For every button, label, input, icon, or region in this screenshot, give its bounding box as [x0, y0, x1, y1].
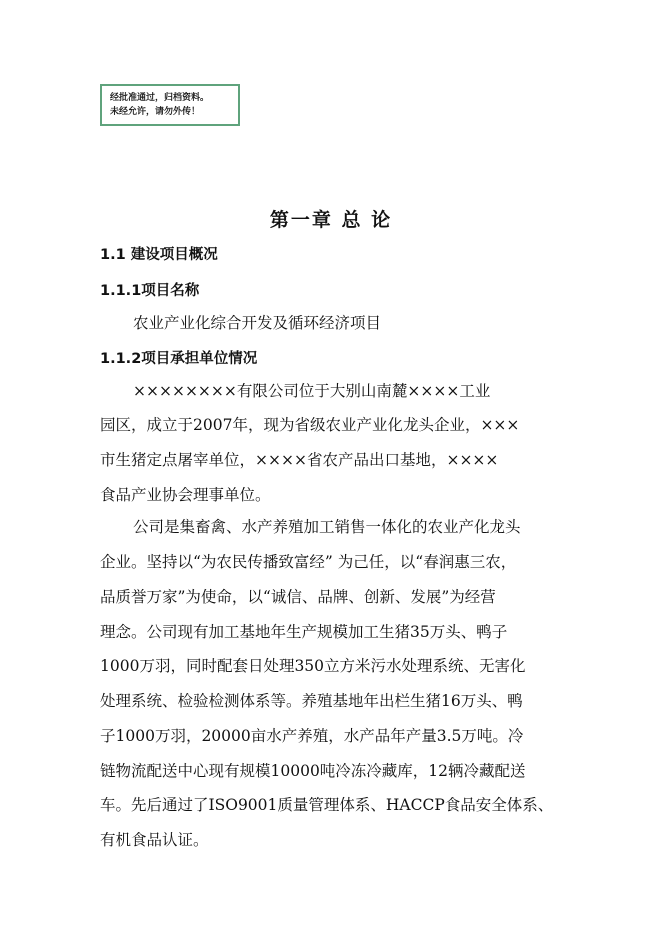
paragraph-2-line: 链物流配送中心现有规模10000吨冷冻冷藏库，12辆冷藏配送: [100, 762, 526, 780]
project-name-text: 农业产业化综合开发及循环经济项目: [133, 314, 382, 332]
paragraph-2-line: 理念。公司现有加工基地年生产规模加工生猪35万头、鸭子: [100, 623, 508, 641]
paragraph-2-line: 公司是集畜禽、水产养殖加工销售一体化的农业产化龙头: [133, 518, 521, 536]
paragraph-2-line: 品质誉万家”为使命，以“诚信、品牌、创新、发展”为经营: [100, 588, 496, 606]
section-heading-1-1-2: 1.1.2项目承担单位情况: [100, 351, 258, 367]
stamp-line-1: 经批准通过，归档资料。: [110, 93, 210, 103]
paragraph-1-line: 市生猪定点屠宰单位，××××省农产品出口基地，××××: [100, 451, 499, 469]
section-heading-1-1: 1.1 建设项目概况: [100, 247, 218, 263]
paragraph-2-line: 车。先后通过了ISO9001质量管理体系、HACCP食品安全体系、: [100, 796, 554, 814]
paragraph-1-line: 食品产业协会理事单位。: [100, 486, 271, 504]
paragraph-2-line: 子1000万羽，20000亩水产养殖，水产品年产量3.5万吨。冷: [100, 727, 524, 745]
paragraph-1-line: ××××××××有限公司位于大别山南麓××××工业: [133, 382, 491, 400]
paragraph-2-line: 有机食品认证。: [100, 831, 209, 849]
paragraph-2-line: 1000万羽，同时配套日处理350立方米污水处理系统、无害化: [100, 657, 526, 675]
approval-stamp: [100, 84, 240, 126]
section-heading-1-1-1: 1.1.1项目名称: [100, 283, 200, 299]
chapter-title: 第一章 总 论: [269, 209, 393, 231]
stamp-line-2: 未经允许，请勿外传！: [110, 107, 201, 117]
paragraph-1-line: 园区，成立于2007年，现为省级农业产业化龙头企业，×××: [100, 416, 520, 434]
paragraph-2-line: 处理系统、检验检测体系等。养殖基地年出栏生猪16万头、鸭: [100, 692, 523, 710]
paragraph-2-line: 企业。坚持以“为农民传播致富经” 为己任，以“春润惠三农，: [100, 553, 517, 571]
